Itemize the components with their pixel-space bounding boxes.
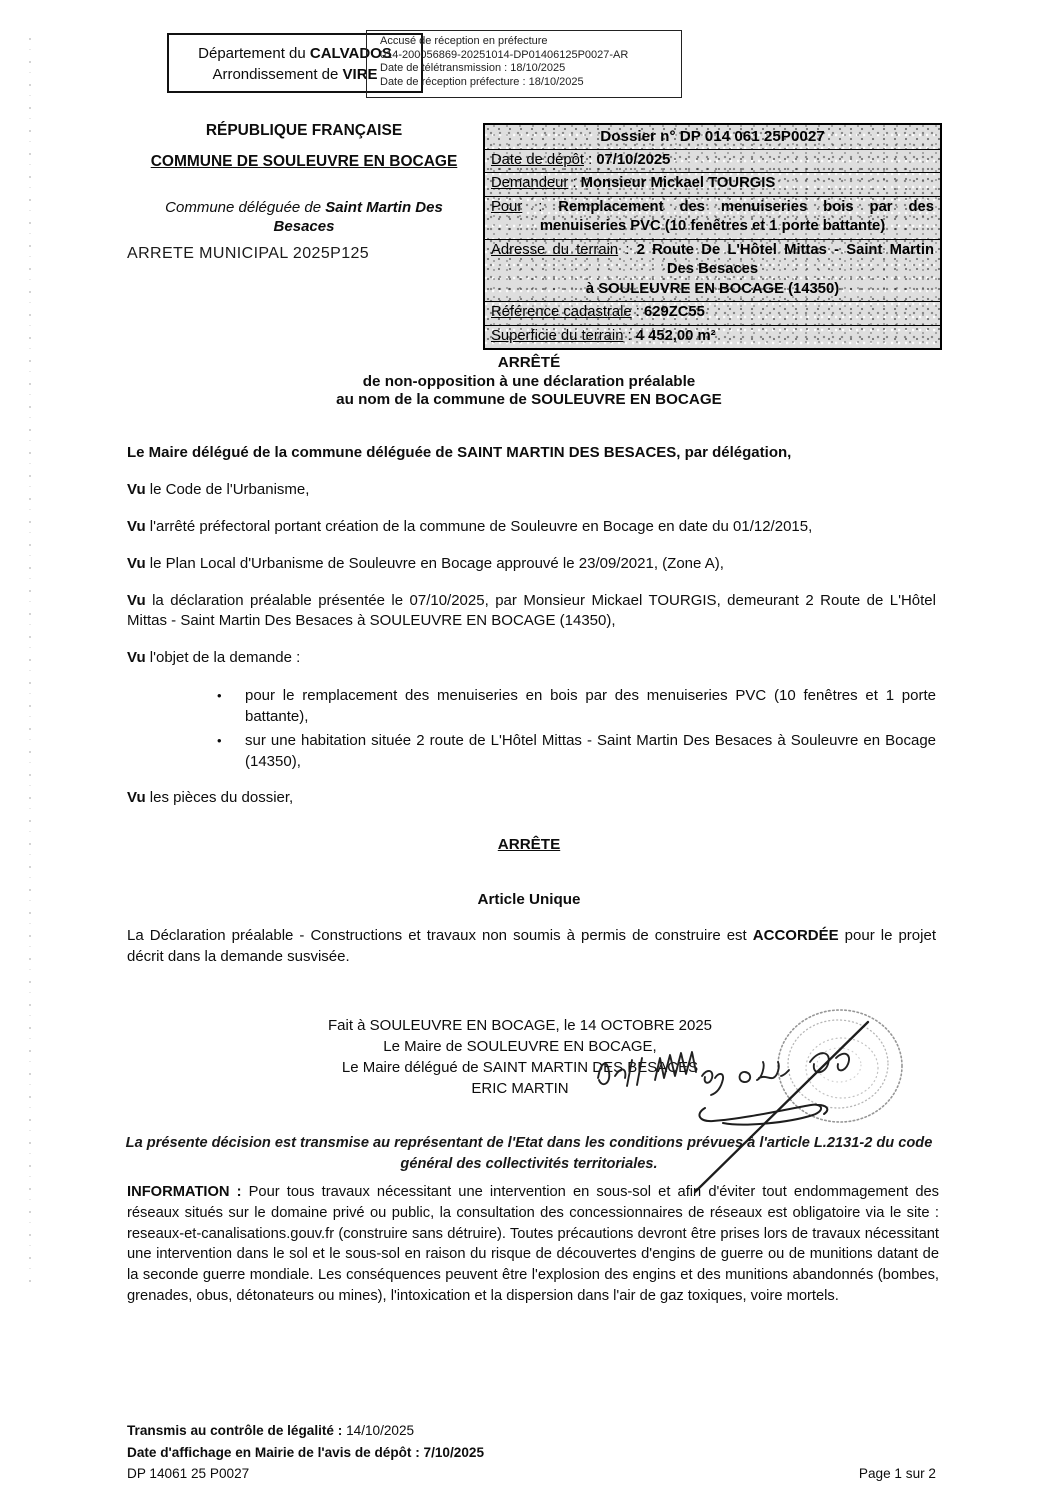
- arrondissement-name: VIRE: [342, 66, 378, 83]
- vu-lead: Vu: [127, 518, 146, 535]
- scan-artifact: [29, 38, 31, 1288]
- delegated-prefix: Commune déléguée de: [165, 199, 326, 216]
- delegated-commune: [149, 198, 459, 236]
- title-line1: ARRÊTÉ: [497, 354, 561, 371]
- handwritten-signature-and-stamp: [580, 1000, 950, 1205]
- decision-pre: La Déclaration préalable - Constructions et travaux non soumis à permis de construire est: [127, 927, 753, 944]
- row-separator: :: [618, 241, 637, 258]
- page-number: Page 1 sur 2: [858, 1466, 936, 1481]
- row-value: Remplacement des menuiseries bois par des: [558, 198, 934, 215]
- row-value: Monsieur Mickael TOURGIS: [580, 175, 776, 191]
- vu-rest: le Code de l'Urbanisme,: [145, 481, 310, 498]
- row-label: Superficie du terrain: [491, 327, 624, 344]
- row-label: Date de dépôt: [491, 151, 584, 168]
- article-unique-heading: Article Unique: [477, 891, 581, 908]
- stamp-transmission-date: Date de télétransmission : 18/10/2025: [380, 62, 566, 75]
- row-label: Demandeur: [491, 175, 569, 191]
- vu-lead: Vu: [127, 592, 146, 609]
- signature-place-date: Fait à SOULEUVRE EN BOCAGE, le 14 OCTOBRE 2025: [327, 1017, 713, 1034]
- row-separator: :: [631, 304, 644, 320]
- demande-list: [127, 685, 936, 772]
- table-row-pour: [485, 196, 940, 239]
- dossier-number: Dossier n° DP 014 061 25P0027: [600, 128, 825, 145]
- footer-affichage-line: Date d'affichage en Mairie de l'avis de dépôt : 7/10/2025: [127, 1444, 485, 1460]
- title-line3: au nom de la commune de SOULEUVRE EN BOCAGE: [336, 391, 722, 408]
- bullet-icon: •: [217, 733, 222, 748]
- list-item-text: sur une habitation située 2 route de L'Hôtel Mittas - Saint Martin Des Besaces à Souleuvre en Bocage (14350),: [245, 732, 936, 770]
- footer-transmis-line: [127, 1420, 936, 1442]
- row-separator: :: [522, 198, 559, 215]
- paragraph-vu-code: [127, 480, 936, 500]
- vu-rest: la déclaration préalable présentée le 07/10/2025, par Monsieur Mickael TOURGIS, demeurant 2 Route de L'Hôtel Mittas - Saint Martin Des Besaces à SOULEUVRE EN BOCAGE (14350),: [127, 592, 936, 629]
- paragraph-vu-arrete-prefectoral: [127, 517, 936, 537]
- vu-rest: l'arrêté préfectoral portant création de la commune de Souleuvre en Bocage en date du 01/12/2015,: [145, 518, 813, 535]
- footer-transmis-date: 14/10/2025: [346, 1423, 415, 1438]
- row-label: Adresse du terrain: [491, 241, 619, 258]
- delegated-name: Saint Martin Des Besaces: [273, 199, 443, 235]
- stamp-reception-date: Date de réception préfecture : 18/10/2025: [380, 75, 584, 88]
- decision-post: pour le projet décrit dans la demande susvisée.: [127, 927, 936, 965]
- paragraph-vu-plu: [127, 554, 936, 574]
- document-title: [0, 354, 1058, 410]
- row-value-continued: menuiseries PVC (10 fenêtres et 1 porte battante): [539, 218, 886, 234]
- title-line2: de non-opposition à une déclaration préalable: [362, 372, 696, 390]
- table-row-date-depot: [485, 149, 940, 173]
- row-separator: :: [623, 327, 636, 344]
- decision-accordee: ACCORDÉE: [752, 927, 839, 944]
- department-name: CALVADOS: [309, 45, 392, 62]
- footer-last-line: [127, 1463, 936, 1485]
- vu-lead: Vu: [127, 789, 146, 806]
- information-label: INFORMATION :: [127, 1184, 242, 1200]
- row-value-city: à SOULEUVRE EN BOCAGE (14350): [585, 280, 840, 297]
- bullet-icon: •: [217, 688, 222, 703]
- row-value: 2 Route De L'Hôtel Mittas - Saint Martin: [636, 241, 934, 258]
- row-line: [491, 241, 934, 261]
- arrete-heading: ARRÊTE: [497, 836, 561, 853]
- row-separator: :: [583, 151, 597, 168]
- row-value: 4 452,00 m²: [635, 327, 716, 344]
- arrondissement-label: Arrondissement de: [212, 66, 343, 83]
- dossier-table: [483, 123, 942, 350]
- transmission-note: La présente décision est transmise au représentant de l'Etat dans les conditions prévues à l'article L.2131-2 du code général des collectivités territoriales.: [125, 1135, 933, 1172]
- footer-dossier-ref: DP 14061 25 P0027: [127, 1466, 250, 1481]
- table-row-adresse: [485, 239, 940, 302]
- row-value-continued: Des Besaces: [666, 261, 759, 277]
- list-item: [127, 685, 936, 727]
- paragraph-maire-delegue: Le Maire délégué de la commune déléguée de SAINT MARTIN DES BESACES, par délégation,: [127, 444, 792, 461]
- vu-lead: Vu: [127, 555, 146, 572]
- body-text: [127, 443, 936, 825]
- row-label: Pour: [491, 198, 523, 215]
- vu-lead: Vu: [127, 481, 146, 498]
- prefecture-stamp: [366, 30, 682, 98]
- vu-rest: le Plan Local d'Urbanisme de Souleuvre en Bocage approuvé le 23/09/2021, (Zone A),: [145, 555, 724, 572]
- table-row-superficie: [485, 325, 940, 349]
- paragraph-vu-declaration: [127, 591, 936, 631]
- republic-title: RÉPUBLIQUE FRANÇAISE: [205, 122, 403, 139]
- paragraph-vu-objet: [127, 648, 936, 668]
- department-label: Département du: [198, 45, 310, 62]
- row-separator: :: [568, 175, 581, 191]
- row-value: 07/10/2025: [596, 151, 671, 168]
- signature-maire-delegue: Le Maire délégué de SAINT MARTIN DES BESACES: [341, 1059, 699, 1076]
- mayor-stamp-icon: [778, 1010, 902, 1122]
- left-header-column: [118, 122, 490, 263]
- vu-lead: Vu: [127, 649, 146, 666]
- commune-title: COMMUNE DE SOULEUVRE EN BOCAGE: [150, 153, 458, 170]
- signature-name: ERIC MARTIN: [471, 1080, 569, 1097]
- list-item: [127, 730, 936, 772]
- document-footer: [127, 1420, 936, 1485]
- signature-maire: Le Maire de SOULEUVRE EN BOCAGE,: [383, 1038, 657, 1055]
- row-value: 629ZC55: [644, 304, 705, 320]
- table-row-demandeur: [485, 172, 940, 196]
- table-row-reference: [485, 301, 940, 325]
- vu-rest: l'objet de la demande :: [145, 649, 301, 666]
- footer-transmis-label: Transmis au contrôle de légalité :: [127, 1423, 347, 1438]
- row-line: [491, 198, 934, 218]
- stamp-reference: 014-200056869-20251014-DP01406125P0027-AR: [380, 48, 629, 61]
- information-text: Pour tous travaux nécessitant une intervention en sous-sol et afin d'éviter tout endommagement des réseaux situés sur le domaine privé ou public, la consultation des concessionnaires de réseaux est obligatoire via le site : reseaux-et-canalisations.gouv.fr (construire sans détruire). Toutes précautions devront être prises lors de travaux nécessitant une intervention dans le sol et le sous-sol en raison du risque de découvertes d'engins de guerre ou de munitions datant de la seconde guerre mondiale. Les conséquences peuvent être l'explosion des engins et des munitions abandonnés (bombes, grenades, obus, détonateurs ou mines), l'intoxication et la dispersion dans l'air de gaz toxiques, voire mortels.: [127, 1184, 939, 1304]
- list-item-text: pour le remplacement des menuiseries en bois par des menuiseries PVC (10 fenêtres et 1 porte battante),: [245, 687, 936, 725]
- article-unique-text: [127, 925, 936, 967]
- row-label: Référence cadastrale: [491, 304, 632, 320]
- arrete-reference: ARRETE MUNICIPAL 2025P125: [127, 245, 370, 262]
- paragraph-vu-pieces: [127, 788, 936, 808]
- stamp-title: Accusé de réception en préfecture: [380, 35, 548, 47]
- vu-rest: les pièces du dossier,: [145, 789, 294, 806]
